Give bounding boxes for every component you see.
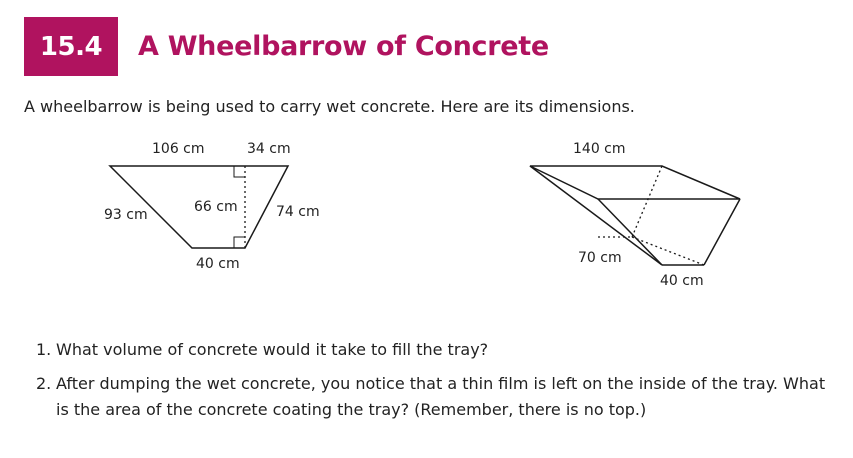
question-text: After dumping the wet concrete, you notice that a thin film is left on the inside of the tray. What is the area of the concrete coating the tray? (Remember, there is no top.) — [56, 374, 826, 419]
right-angle-bottom — [234, 237, 245, 248]
trapezoid-cross-section-figure — [95, 135, 320, 280]
wheelbarrow-prism-figure — [520, 135, 750, 295]
label-top-right: 34 cm — [247, 141, 291, 157]
prism-top-face — [530, 166, 740, 199]
label-left-side: 93 cm — [104, 207, 148, 223]
label-depth: 70 cm — [578, 250, 622, 266]
question-item — [36, 371, 836, 423]
question-list — [36, 337, 836, 431]
question-number: 1. — [36, 340, 52, 359]
question-text: What volume of concrete would it take to fill the tray? — [56, 340, 489, 359]
lesson-number-badge: 15.4 — [24, 17, 118, 76]
label-top-left: 106 cm — [152, 141, 205, 157]
label-height: 66 cm — [194, 199, 238, 215]
question-number: 2. — [36, 374, 52, 393]
label-right-side: 74 cm — [276, 204, 320, 220]
intro-text: A wheelbarrow is being used to carry wet concrete. Here are its dimensions. — [24, 97, 635, 116]
label-width: 40 cm — [660, 273, 704, 289]
lesson-title: A Wheelbarrow of Concrete — [138, 31, 549, 62]
activity-header — [24, 17, 549, 76]
prism-diagram — [520, 135, 750, 295]
question-item — [36, 337, 836, 363]
right-angle-top — [234, 166, 245, 177]
label-bottom: 40 cm — [196, 256, 240, 272]
label-length: 140 cm — [573, 141, 626, 157]
